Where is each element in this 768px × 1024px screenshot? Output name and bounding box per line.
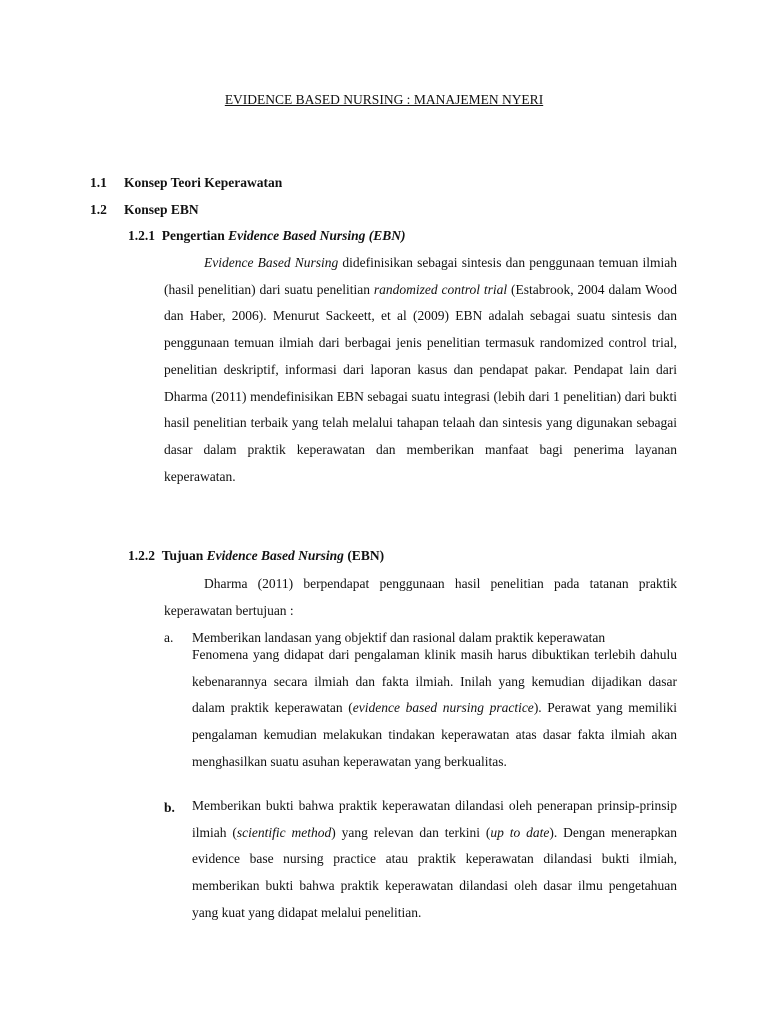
text-run: Memberikan bukti bahwa praktik keperawatan dilandasi oleh penerapan prinsip-prinsip ilmiah ( bbox=[192, 798, 677, 840]
list-item-a-lead: Memberikan landasan yang objektif dan rasional dalam praktik keperawatan bbox=[192, 630, 606, 645]
heading-1-2-1 bbox=[128, 228, 406, 244]
heading-1-2 bbox=[90, 202, 199, 218]
text-run: (Estabrook, 2004 dalam Wood dan Haber, 2006). Menurut Sackeett, et al (2009) EBN adalah sebagai suatu sintesis dan penggunaan temuan ilmiah dari berbagai jenis penelitian termasuk randomized control trial, penelitian deskriptif, informasi dari laporan kasus dan pendapat pakar. Pendapat lain dari Dharma (2011) mendefinisikan EBN sebagai suatu integrasi (lebih dari 1 penelitian) dari bukti hasil penelitian terbaik yang telah melalui tahapan telaah dan sintesis yang digunakan sebagai dasar dalam praktik keperawatan dan memberikan manfaat bagi penerima layanan keperawatan. bbox=[164, 281, 677, 484]
heading-label-italic: Evidence Based Nursing (EBN) bbox=[228, 228, 406, 243]
term-ebnp: evidence based nursing practice bbox=[352, 700, 534, 716]
list-marker-b: b. bbox=[164, 800, 175, 815]
list-item-b-body bbox=[192, 793, 677, 927]
heading-label: Konsep EBN bbox=[124, 202, 199, 217]
heading-number: 1.1 bbox=[90, 175, 107, 190]
text-run: ) yang relevan dan terkini ( bbox=[331, 824, 491, 840]
text-run: ). Perawat yang memiliki pengalaman kemudian melakukan tindakan keperawatan atas dasar fakta ilmiah akan menghasilkan suatu asuhan keperawatan yang berkualitas. bbox=[192, 700, 677, 769]
term-ebn: Evidence Based Nursing bbox=[204, 255, 339, 270]
term-rct: randomized control trial bbox=[373, 281, 508, 297]
term-scientific-method: scientific method bbox=[236, 824, 332, 840]
heading-1-1 bbox=[90, 175, 282, 191]
text-run: didefinisikan sebagai sintesis dan penggunaan temuan ilmiah (hasil penelitian) dari suatu penelitian bbox=[164, 255, 677, 297]
heading-label: Pengertian bbox=[161, 228, 229, 243]
document-title: EVIDENCE BASED NURSING : MANAJEMEN NYERI bbox=[224, 92, 544, 107]
text-run: ). Dengan menerapkan evidence base nursing practice atau praktik keperawatan dilandasi bukti ilmiah, memberikan bukti bahwa praktik keperawatan dilandasi oleh dasar ilmu pengetahuan yang kuat yang didapat melalui penelitian. bbox=[192, 824, 678, 920]
list-item-a-body bbox=[192, 642, 677, 776]
term-up-to-date: up to date bbox=[490, 824, 550, 840]
text-run: Dharma (2011) berpendapat penggunaan hasil penelitian pada tatanan praktik keperawatan bertujuan : bbox=[164, 576, 677, 618]
heading-number: 1.2.2 bbox=[128, 548, 155, 563]
text-run: Fenomena yang didapat dari pengalaman klinik masih harus dibuktikan terlebih dahulu kebenarannya secara ilmiah dan fakta ilmiah. Inilah yang kemudian dijadikan dasar dalam praktik keperawatan ( bbox=[192, 647, 677, 716]
heading-label-italic: Evidence Based Nursing bbox=[206, 548, 344, 563]
heading-label: Konsep Teori Keperawatan bbox=[124, 175, 283, 190]
heading-1-2-2 bbox=[128, 548, 384, 564]
paragraph-purpose-intro bbox=[164, 571, 677, 624]
list-marker-a: a. bbox=[164, 630, 174, 645]
paragraph-definition bbox=[164, 250, 677, 490]
heading-number: 1.2 bbox=[90, 202, 107, 217]
heading-number: 1.2.1 bbox=[128, 228, 155, 243]
heading-label-tail: (EBN) bbox=[343, 548, 385, 563]
heading-label: Tujuan bbox=[161, 548, 207, 563]
